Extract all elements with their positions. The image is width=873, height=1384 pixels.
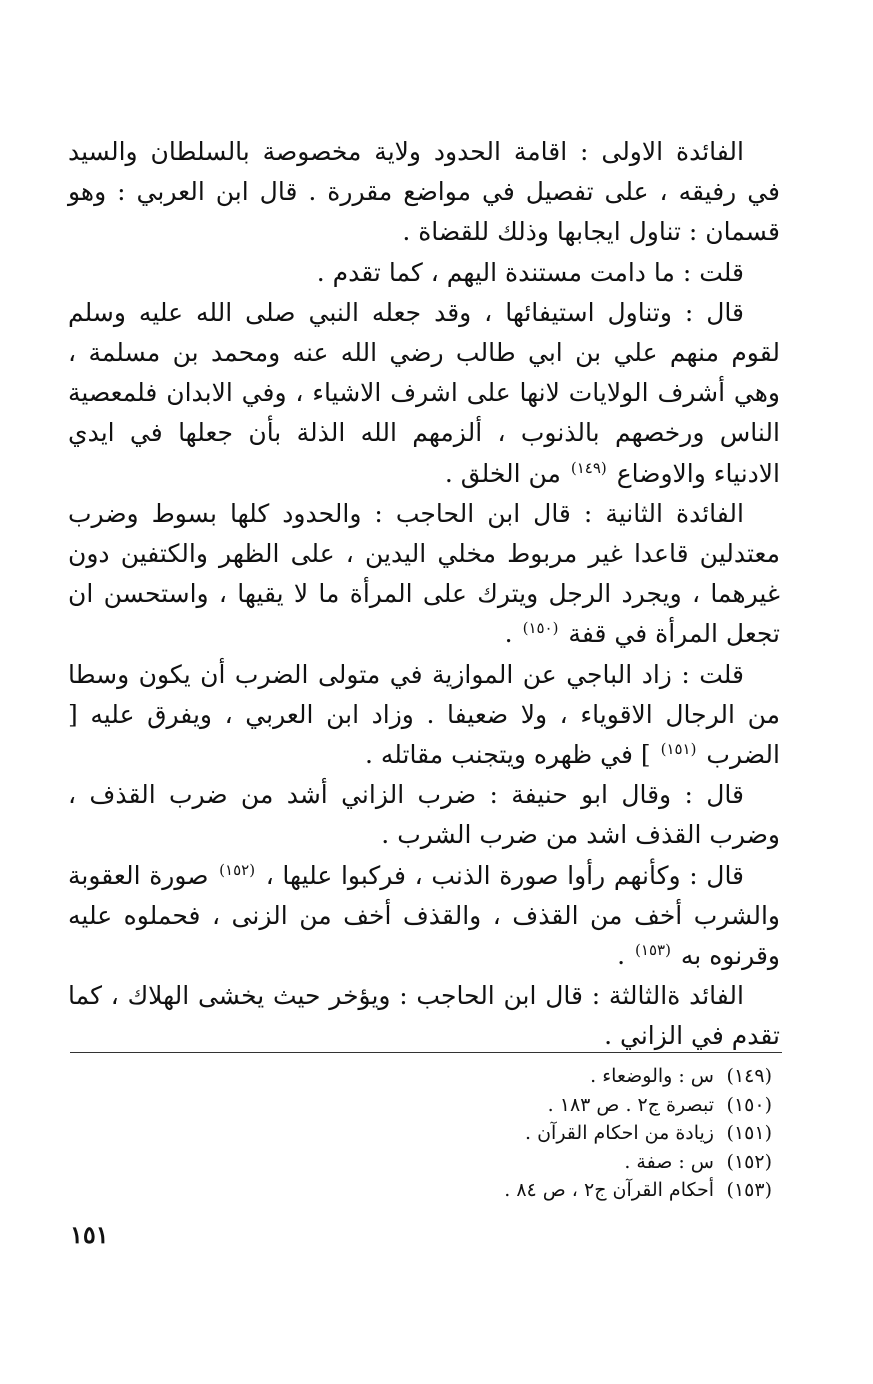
paragraph-qala-1 xyxy=(68,293,780,494)
footnote-text: تبصرة ج٢ . ص ١٨٣ . xyxy=(547,1093,714,1116)
paragraph-qultu-1 xyxy=(68,253,780,293)
main-text xyxy=(68,132,780,1057)
footnote-text: س : صفة . xyxy=(624,1150,714,1173)
footnote-divider xyxy=(70,1052,782,1053)
paragraph-text: الفائدة الاولى : اقامة الحدود ولاية مخصوصة بالسلطان والسيد في رفيقه ، على تفصيل في مواضع مقررة . قال ابن العربي : وهو قسمان : تناول ايجابها وذلك للقضاة . xyxy=(68,137,780,247)
footnote-ref-153: (١٥٣) xyxy=(635,941,671,960)
paragraph-text-continued: . xyxy=(504,619,513,649)
paragraph-text-continued: من الخلق . xyxy=(444,458,561,488)
paragraph-qultu-2 xyxy=(68,655,780,776)
footnote-item xyxy=(100,1176,772,1205)
paragraph-text: قال : وقال ابو حنيفة : ضرب الزاني أشد من ضرب القذف ، وضرب القذف اشد من ضرب الشرب . xyxy=(68,780,780,850)
paragraph-text: قال : وكأنهم رأوا صورة الذنب ، فركبوا عليها ، xyxy=(265,860,745,890)
footnote-item xyxy=(100,1062,772,1091)
paragraph-second-benefit xyxy=(68,494,780,655)
paragraph-text: قلت : ما دامت مستندة اليهم ، كما تقدم . xyxy=(316,257,744,287)
footnote-ref-150: (١٥٠) xyxy=(522,619,559,638)
footnotes xyxy=(100,1062,772,1205)
footnote-number: (١٥٣) xyxy=(726,1179,772,1201)
footnote-ref-149: (١٤٩) xyxy=(570,458,607,477)
paragraph-text: قلت : زاد الباجي عن الموازية في متولى الضرب أن يكون وسطا من الرجال الاقوياء ، ولا ضعيفا . وزاد ابن العربي ، ويفرق عليه [ الضرب xyxy=(68,659,780,770)
paragraph-text: قال : وتناول استيفائها ، وقد جعله النبي صلى الله عليه وسلم لقوم منهم علي بن ابي طالب رضي الله عنه ومحمد بن مسلمة ، وهي أشرف الولايات لانها على اشرف الاشياء ، وفي الابدان فلمعصية الناس ورخصهم بالذنوب ، ألزمهم الله الذلة بأن جعلها في ايدي الادنياء والاوضاع xyxy=(68,297,780,488)
footnote-item xyxy=(100,1119,772,1148)
paragraph-text-continued: صورة العقوبة والشرب أخف من القذف ، والقذف أخف من الزنى ، فحملوه عليه وقرنوه به xyxy=(68,860,780,971)
footnote-ref-151: (١٥١) xyxy=(660,740,697,759)
paragraph-text-end: . xyxy=(617,941,626,971)
footnote-number: (١٤٩) xyxy=(726,1065,772,1087)
footnote-item xyxy=(100,1091,772,1120)
footnote-number: (١٥١) xyxy=(726,1122,772,1144)
footnote-text: س : والوضعاء . xyxy=(590,1065,714,1087)
paragraph-text: الفائد ةالثالثة : قال ابن الحاجب : ويؤخر حيث يخشى الهلاك ، كما تقدم في الزاني . xyxy=(68,981,780,1051)
footnote-number: (١٥٢) xyxy=(726,1150,772,1173)
footnote-number: (١٥٠) xyxy=(726,1093,772,1116)
paragraph-text-continued: ] في ظهره ويتجنب مقاتله . xyxy=(364,740,651,770)
paragraph-text: الفائدة الثانية : قال ابن الحاجب : والحدود كلها بسوط وضرب معتدلين قاعدا غير مربوط مخلي اليدين ، على الظهر والكتفين دون غيرهما ، ويجرد الرجل ويترك على المرأة ما لا يقيها ، واستحسن ان تجعل المرأة في قفة xyxy=(68,498,780,649)
footnote-item xyxy=(100,1148,772,1177)
footnote-text: زيادة من احكام القرآن . xyxy=(525,1122,714,1144)
paragraph-qala-3 xyxy=(68,856,780,977)
paragraph-qala-2 xyxy=(68,775,780,855)
footnote-text: أحكام القرآن ج٢ ، ص ٨٤ . xyxy=(504,1179,714,1201)
page-number: ١٥١ xyxy=(70,1220,109,1249)
paragraph-first-benefit xyxy=(68,132,780,253)
footnote-ref-152: (١٥٢) xyxy=(219,860,256,879)
paragraph-third-benefit xyxy=(68,976,780,1056)
